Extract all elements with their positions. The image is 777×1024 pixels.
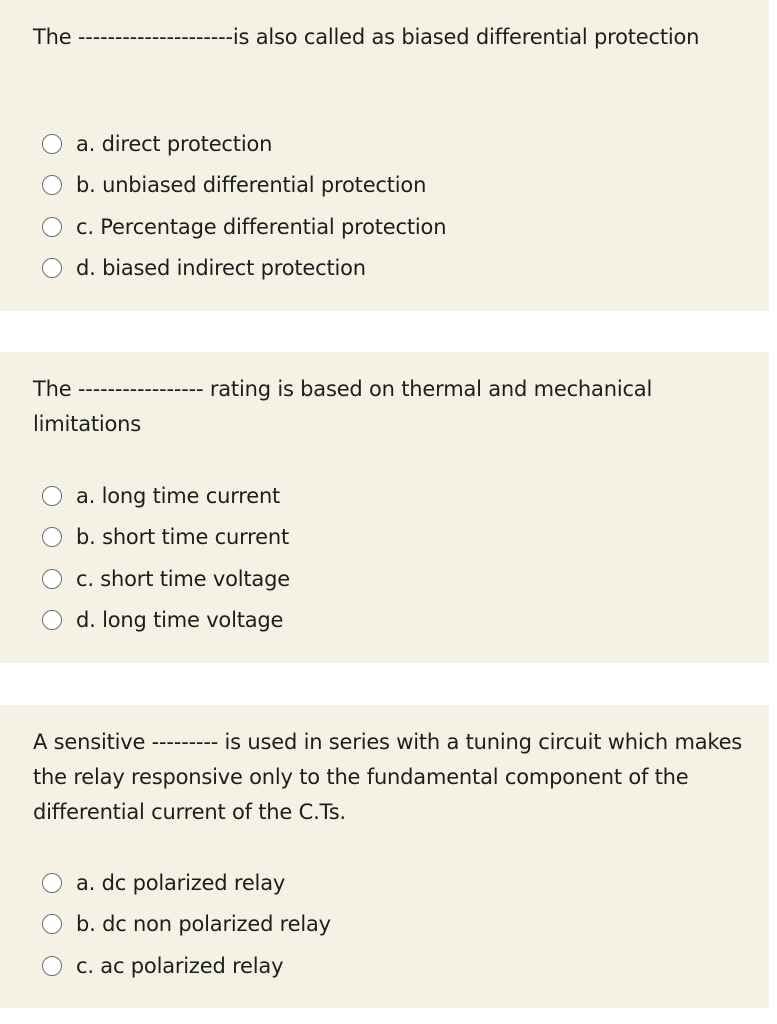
radio-button-icon[interactable] bbox=[42, 956, 62, 976]
answer-options bbox=[42, 862, 331, 987]
answer-option-a[interactable] bbox=[42, 862, 331, 904]
answer-option-b[interactable] bbox=[42, 165, 446, 207]
radio-button-icon[interactable] bbox=[42, 610, 62, 630]
answer-options bbox=[42, 123, 446, 289]
question-text: The ---------------------is also called as biased differential protection bbox=[33, 25, 700, 49]
answer-option-c[interactable] bbox=[42, 206, 446, 248]
option-label: a. long time current bbox=[76, 483, 281, 508]
option-label: d. biased indirect protection bbox=[76, 256, 366, 281]
option-label: c. ac polarized relay bbox=[76, 953, 284, 978]
radio-button-icon[interactable] bbox=[42, 527, 62, 547]
option-label: a. direct protection bbox=[76, 131, 273, 156]
option-label: c. short time voltage bbox=[76, 566, 290, 591]
question-card-1 bbox=[0, 0, 769, 311]
radio-button-icon[interactable] bbox=[42, 914, 62, 934]
question-text: A sensitive --------- is used in series with a tuning circuit which makes the relay responsive only to the fundamental component of the differential current of the C.Ts. bbox=[33, 730, 743, 824]
answer-option-d[interactable] bbox=[42, 248, 446, 290]
radio-button-icon[interactable] bbox=[42, 486, 62, 506]
radio-button-icon[interactable] bbox=[42, 258, 62, 278]
option-label: a. dc polarized relay bbox=[76, 870, 286, 895]
radio-button-icon[interactable] bbox=[42, 134, 62, 154]
radio-button-icon[interactable] bbox=[42, 217, 62, 237]
answer-option-d[interactable] bbox=[42, 600, 290, 642]
option-label: d. long time voltage bbox=[76, 608, 284, 633]
answer-option-c[interactable] bbox=[42, 945, 331, 987]
answer-option-a[interactable] bbox=[42, 123, 446, 165]
question-card-3 bbox=[0, 705, 769, 1008]
radio-button-icon[interactable] bbox=[42, 873, 62, 893]
radio-button-icon[interactable] bbox=[42, 175, 62, 195]
option-label: b. short time current bbox=[76, 525, 289, 550]
question-card-2 bbox=[0, 352, 769, 663]
option-label: c. Percentage differential protection bbox=[76, 214, 447, 239]
radio-button-icon[interactable] bbox=[42, 569, 62, 589]
question-text: The ----------------- rating is based on thermal and mechanical limitations bbox=[33, 377, 653, 436]
answer-option-a[interactable] bbox=[42, 475, 290, 517]
answer-option-b[interactable] bbox=[42, 904, 331, 946]
answer-option-c[interactable] bbox=[42, 558, 290, 600]
option-label: b. unbiased differential protection bbox=[76, 173, 427, 198]
option-label: b. dc non polarized relay bbox=[76, 912, 331, 937]
answer-option-b[interactable] bbox=[42, 517, 290, 559]
answer-options bbox=[42, 475, 290, 641]
